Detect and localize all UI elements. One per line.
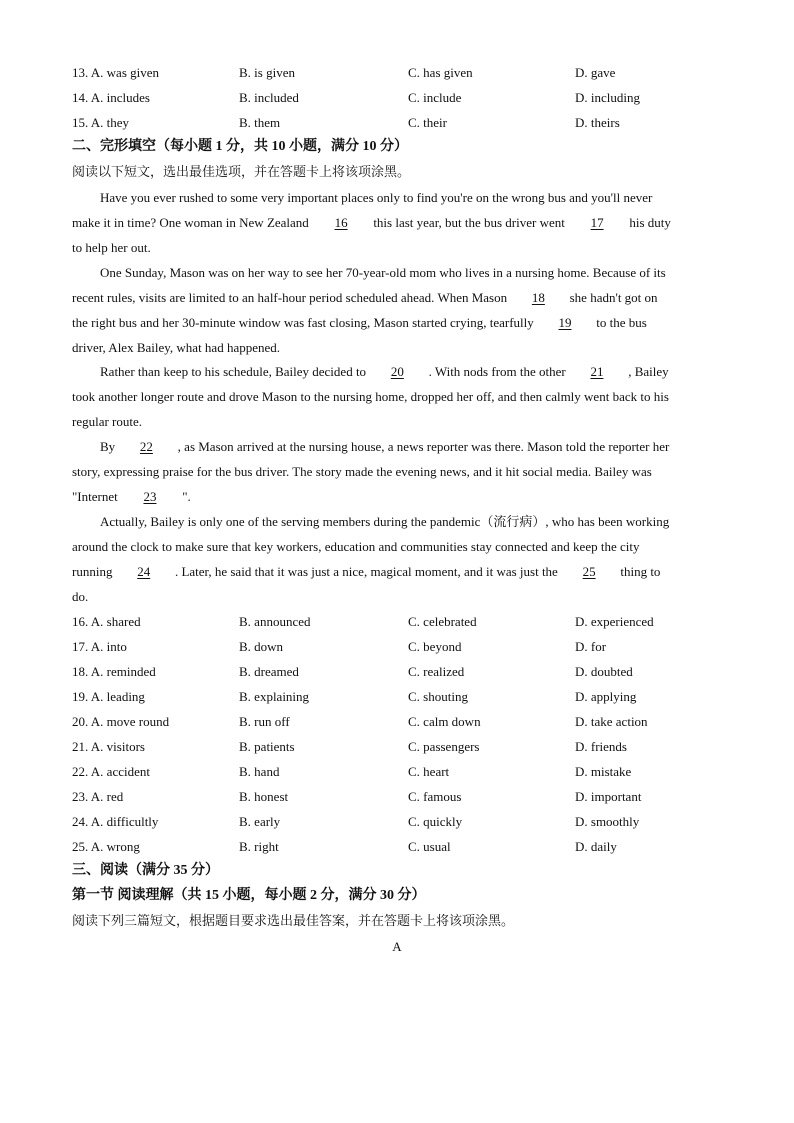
- question-13-options: [72, 63, 752, 83]
- option-b: B. explaining: [239, 689, 310, 704]
- question-21-options: [72, 737, 752, 757]
- passage-line: [72, 313, 722, 333]
- option-d: D. experienced: [575, 614, 654, 629]
- section-3-instruction: 阅读下列三篇短文，根据题目要求选出最佳答案，并在答题卡上将该项涂黑。: [72, 913, 515, 928]
- option-c: C. calm down: [408, 714, 481, 729]
- blank-24: 24: [137, 564, 151, 579]
- option-c: C. usual: [408, 839, 451, 854]
- passage-text: she hadn't got on: [569, 290, 658, 305]
- blank-21: 21: [590, 364, 604, 379]
- option-c: C. their: [408, 115, 447, 130]
- option-d: D. mistake: [575, 764, 632, 779]
- passage-line: [72, 562, 722, 582]
- option-b: B. honest: [239, 789, 289, 804]
- question-23-options: [72, 787, 752, 807]
- passage-text: recent rules, visits are limited to an half-hour period scheduled ahead. When Mason: [72, 290, 508, 305]
- option-a: 16. A. shared: [72, 614, 141, 629]
- option-b: B. included: [239, 90, 299, 105]
- passage-text: thing to: [620, 564, 661, 579]
- passage-line: [100, 437, 720, 457]
- option-c: C. famous: [408, 789, 462, 804]
- section-3-subheading: 第一节 阅读理解（共 15 小题，每小题 2 分，满分 30 分）: [72, 888, 426, 903]
- passage-text: ".: [182, 489, 191, 504]
- option-d: D. doubted: [575, 664, 633, 679]
- section-2-instruction: 阅读以下短文，选出最佳选项，并在答题卡上将该项涂黑。: [72, 164, 411, 179]
- option-b: B. run off: [239, 714, 290, 729]
- option-b: B. dreamed: [239, 664, 299, 679]
- passage-line: Have you ever rushed to some very important places only to find you're on the wrong bus and you'll never: [100, 190, 653, 205]
- option-b: B. is given: [239, 65, 295, 80]
- passage-text: , as Mason arrived at the nursing house, a news reporter was there. Mason told the reporter her: [177, 439, 670, 454]
- option-d: D. important: [575, 789, 642, 804]
- option-c: C. quickly: [408, 814, 463, 829]
- passage-line: do.: [72, 589, 89, 604]
- passage-text: this last year, but the bus driver went: [373, 215, 565, 230]
- passage-line: [72, 487, 722, 507]
- option-a: 19. A. leading: [72, 689, 145, 704]
- option-d: D. theirs: [575, 115, 620, 130]
- option-a: 21. A. visitors: [72, 739, 145, 754]
- option-b: B. announced: [239, 614, 311, 629]
- option-b: B. early: [239, 814, 281, 829]
- question-17-options: [72, 637, 752, 657]
- option-b: B. patients: [239, 739, 295, 754]
- blank-18: 18: [531, 290, 545, 305]
- passage-line: [72, 288, 722, 308]
- option-b: B. them: [239, 115, 281, 130]
- option-c: C. passengers: [408, 739, 480, 754]
- option-d: D. gave: [575, 65, 616, 80]
- option-d: D. daily: [575, 839, 617, 854]
- passage-text: , Bailey: [628, 364, 669, 379]
- option-c: C. heart: [408, 764, 450, 779]
- passage-text: . With nods from the other: [428, 364, 566, 379]
- passage-line: One Sunday, Mason was on her way to see her 70-year-old mom who lives in a nursing home. Because of its: [100, 265, 666, 280]
- option-c: C. celebrated: [408, 614, 477, 629]
- passage-label: A: [392, 939, 402, 954]
- question-19-options: [72, 687, 752, 707]
- passage-line: driver, Alex Bailey, what had happened.: [72, 340, 281, 355]
- option-b: B. hand: [239, 764, 280, 779]
- passage-text: make it in time? One woman in New Zealand: [72, 215, 309, 230]
- passage-line: [100, 362, 720, 382]
- question-16-options: [72, 612, 752, 632]
- blank-19: 19: [558, 315, 572, 330]
- option-a: 24. A. difficultly: [72, 814, 159, 829]
- blank-16: 16: [334, 215, 348, 230]
- passage-line: to help her out.: [72, 240, 151, 255]
- option-d: D. for: [575, 639, 607, 654]
- passage-line: around the clock to make sure that key workers, education and communities stay connected and keep the city: [72, 539, 640, 554]
- option-a: 23. A. red: [72, 789, 124, 804]
- passage-text: Rather than keep to his schedule, Bailey decided to: [100, 364, 367, 379]
- question-24-options: [72, 812, 752, 832]
- blank-22: 22: [139, 439, 153, 454]
- passage-line: Actually, Bailey is only one of the serving members during the pandemic（流行病）, who has been working: [100, 514, 670, 529]
- passage-text: the right bus and her 30-minute window was fast closing, Mason started crying, tearfully: [72, 315, 534, 330]
- passage-text: his duty: [629, 215, 671, 230]
- question-18-options: [72, 662, 752, 682]
- section-3-heading: 三、阅读（满分 35 分）: [72, 863, 219, 878]
- blank-23: 23: [143, 489, 157, 504]
- option-c: C. beyond: [408, 639, 462, 654]
- question-14-options: [72, 88, 752, 108]
- question-25-options: [72, 837, 752, 857]
- passage-text: running: [72, 564, 113, 579]
- option-a: 22. A. accident: [72, 764, 150, 779]
- option-d: D. friends: [575, 739, 627, 754]
- passage-line: regular route.: [72, 414, 143, 429]
- option-d: D. applying: [575, 689, 637, 704]
- option-c: C. realized: [408, 664, 465, 679]
- passage-line: took another longer route and drove Mason to the nursing home, dropped her off, and then calmly went back to his: [72, 389, 669, 404]
- question-22-options: [72, 762, 752, 782]
- passage-text: By: [100, 439, 116, 454]
- question-15-options: [72, 113, 752, 133]
- option-d: D. including: [575, 90, 640, 105]
- option-c: C. include: [408, 90, 462, 105]
- option-d: D. smoothly: [575, 814, 640, 829]
- blank-20: 20: [390, 364, 404, 379]
- option-c: C. shouting: [408, 689, 468, 704]
- blank-17: 17: [590, 215, 604, 230]
- option-d: D. take action: [575, 714, 648, 729]
- option-a: 17. A. into: [72, 639, 127, 654]
- option-a: 25. A. wrong: [72, 839, 140, 854]
- option-c: C. has given: [408, 65, 473, 80]
- question-20-options: [72, 712, 752, 732]
- blank-25: 25: [582, 564, 596, 579]
- option-b: B. down: [239, 639, 284, 654]
- option-a: 15. A. they: [72, 115, 130, 130]
- passage-text: to the bus: [596, 315, 647, 330]
- passage-text: "Internet: [72, 489, 118, 504]
- option-a: 18. A. reminded: [72, 664, 156, 679]
- option-a: 20. A. move round: [72, 714, 170, 729]
- option-a: 13. A. was given: [72, 65, 160, 80]
- passage-line: story, expressing praise for the bus driver. The story made the evening news, and it hit social media. Bailey was: [72, 464, 652, 479]
- option-b: B. right: [239, 839, 279, 854]
- section-2-heading: 二、完形填空（每小题 1 分，共 10 小题，满分 10 分）: [72, 139, 408, 154]
- passage-line: [72, 213, 722, 233]
- option-a: 14. A. includes: [72, 90, 150, 105]
- passage-text: . Later, he said that it was just a nice, magical moment, and it was just the: [174, 564, 558, 579]
